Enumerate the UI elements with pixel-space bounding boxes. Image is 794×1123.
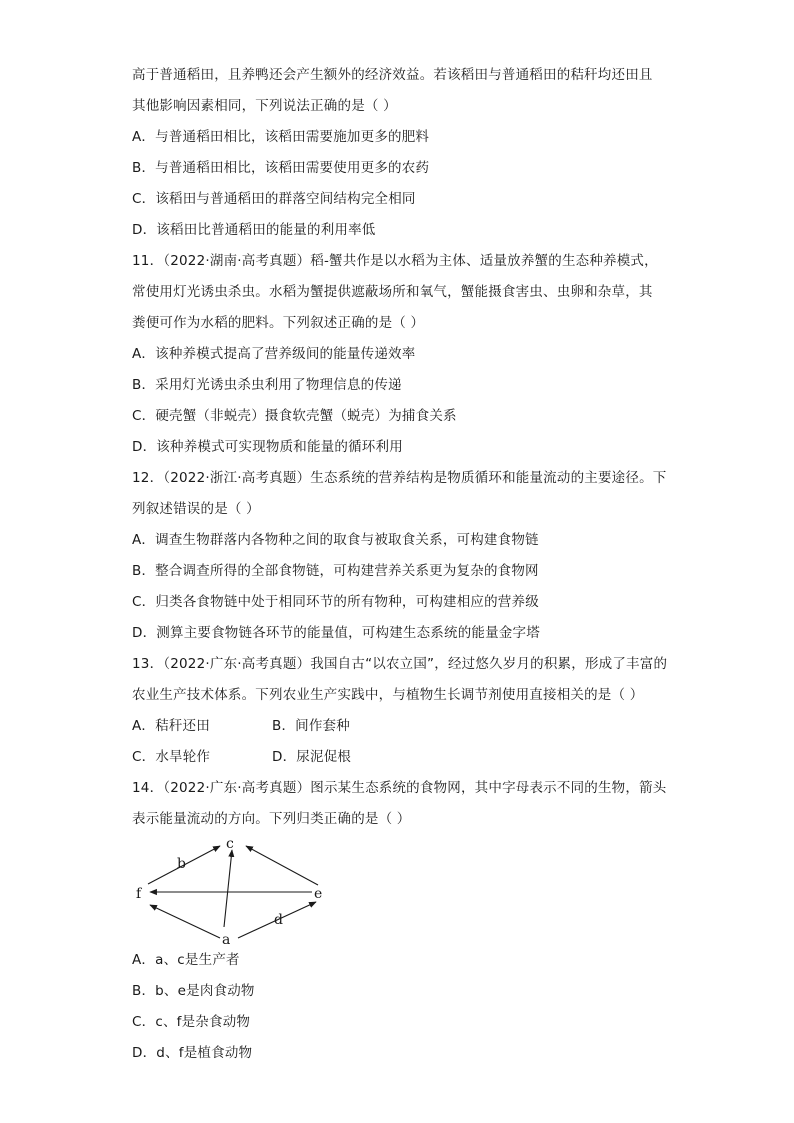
question-11-line: 11．（2022·湖南·高考真题）稻-蟹共作是以水稻为主体、适量放养蟹的生态种养模式，: [132, 253, 658, 269]
question-14-line: 14．（2022·广东·高考真题）图示某生态系统的食物网，其中字母表示不同的生物，箭头: [132, 780, 667, 796]
option-line: B．与普通稻田相比，该稻田需要使用更多的农药: [132, 160, 430, 176]
node-b: b: [177, 856, 186, 872]
option-line: A．a、c是生产者: [132, 952, 240, 968]
option-line: D．测算主要食物链各环节的能量值，可构建生态系统的能量金字塔: [132, 625, 540, 641]
text-line: 高于普通稻田，且养鸭还会产生额外的经济效益。若该稻田与普通稻田的秸秆均还田且: [132, 67, 653, 83]
option-line: B．采用灯光诱虫杀虫利用了物理信息的传递: [132, 377, 402, 393]
question-14-line: 表示能量流动的方向。下列归类正确的是（ ）: [132, 811, 411, 827]
question-12-line: 12．（2022·浙江·高考真题）生态系统的营养结构是物质循环和能量流动的主要途径。下: [132, 470, 667, 486]
option-c: C．水旱轮作: [132, 749, 211, 765]
option-line: C．c、f是杂食动物: [132, 1014, 251, 1030]
option-d: D．尿泥促根: [272, 749, 352, 765]
option-b: B．间作套种: [272, 718, 350, 734]
option-line: B．整合调查所得的全部食物链，可构建营养关系更为复杂的食物网: [132, 563, 539, 579]
option-row: [132, 717, 210, 735]
question-13-line: 13．（2022·广东·高考真题）我国自古“以农立国”，经过悠久岁月的积累，形成了丰富的: [132, 656, 668, 672]
option-line: A．调查生物群落内各物种之间的取食与被取食关系，可构建食物链: [132, 532, 539, 548]
arrow-e-to-c: [246, 846, 318, 885]
option-line: D．d、f是植食动物: [132, 1045, 253, 1061]
question-12-line: 列叙述错误的是（ ）: [132, 501, 260, 517]
option-line: C．硬壳蟹（非蜕壳）摄食软壳蟹（蜕壳）为捕食关系: [132, 408, 457, 424]
arrow-a-to-f: [150, 905, 220, 938]
arrow-a-to-c: [224, 850, 232, 927]
question-11-line: 常使用灯光诱虫杀虫。水稻为蟹提供遮蔽场所和氧气，蟹能摄食害虫、虫卵和杂草，其: [132, 284, 653, 300]
option-row: [132, 748, 210, 766]
option-line: C．该稻田与普通稻田的群落空间结构完全相同: [132, 191, 416, 207]
option-a: A．秸秆还田: [132, 718, 210, 734]
node-e: e: [314, 886, 323, 902]
food-web-diagram: [128, 832, 338, 950]
option-line: D．该稻田比普通稻田的能量的利用率低: [132, 222, 376, 238]
question-13-line: 农业生产技术体系。下列农业生产实践中，与植物生长调节剂使用直接相关的是（ ）: [132, 687, 644, 703]
option-line: B．b、e是肉食动物: [132, 983, 255, 999]
question-11-line: 粪便可作为水稻的肥料。下列叙述正确的是（ ）: [132, 315, 425, 331]
node-d: d: [274, 912, 283, 928]
option-line: C．归类各食物链中处于相同环节的所有物种，可构建相应的营养级: [132, 594, 539, 610]
node-f: f: [136, 886, 142, 902]
node-a: a: [222, 932, 231, 948]
node-c: c: [226, 836, 234, 852]
option-line: D．该种养模式可实现物质和能量的循环利用: [132, 439, 403, 455]
text-line: 其他影响因素相同，下列说法正确的是（ ）: [132, 98, 397, 114]
option-line: A．与普通稻田相比，该稻田需要施加更多的肥料: [132, 129, 430, 145]
option-line: A．该种养模式提高了营养级间的能量传递效率: [132, 346, 416, 362]
